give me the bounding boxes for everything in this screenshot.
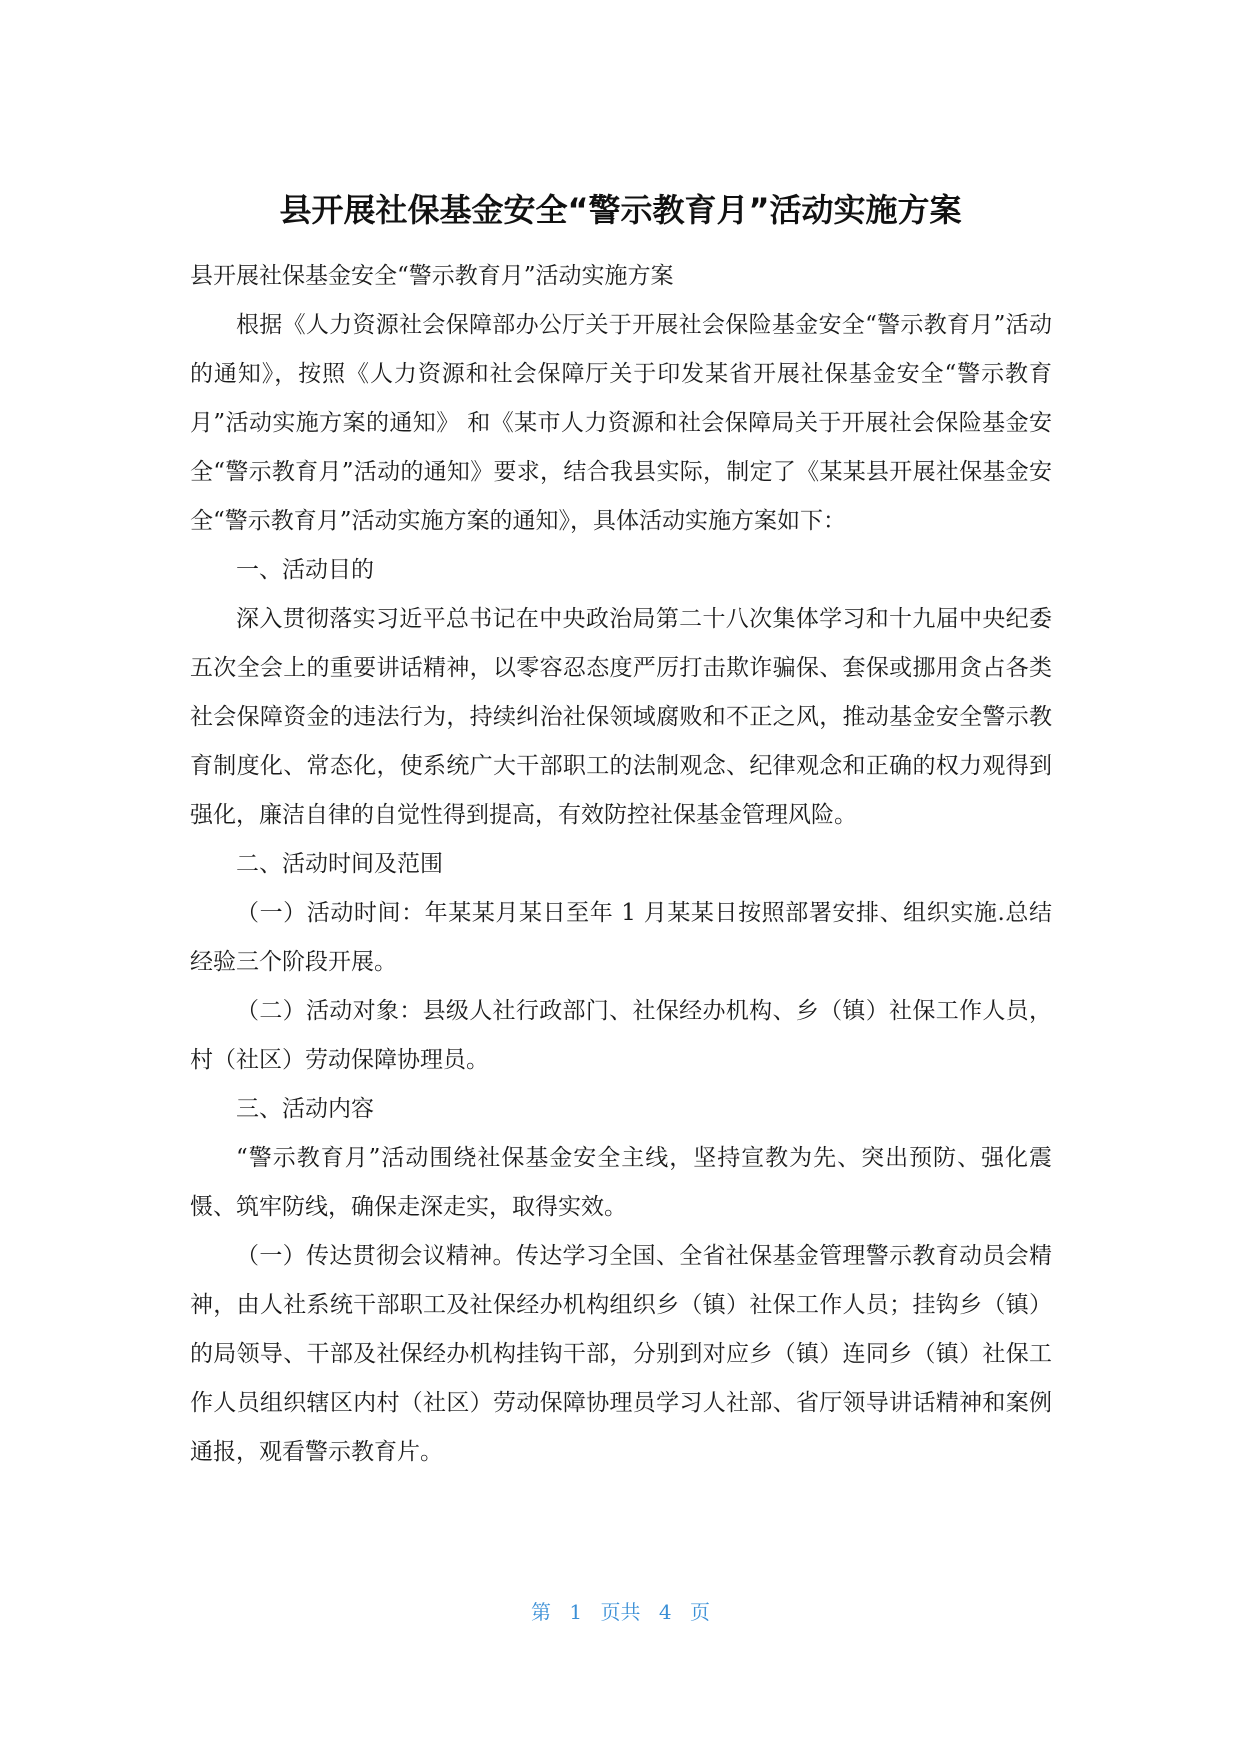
document-body (190, 252, 1052, 1477)
document-title: 县开展社保基金安全“警示教育月”活动实施方案 (279, 191, 962, 229)
page-label-prefix: 第 (531, 1600, 552, 1624)
paragraph-activity-target: （二）活动对象：县级人社行政部门、社保经办机构、乡（镇）社保工作人员，村（社区）劳动保障协理员。 (190, 998, 1052, 1073)
paragraph-content-overview: “警示教育月”活动围绕社保基金安全主线，坚持宣教为先、突出预防、强化震慑、筑牢防线，确保走深走实，取得实效。 (190, 1145, 1052, 1220)
section-heading-purpose: 一、活动目的 (236, 557, 374, 583)
page-label-mid: 页共 (600, 1600, 641, 1624)
paragraph-purpose: 深入贯彻落实习近平总书记在中央政治局第二十八次集体学习和十九届中央纪委五次全会上的重要讲话精神，以零容忍态度严厉打击欺诈骗保、套保或挪用贪占各类社会保障资金的违法行为，持续纠治社保领域腐败和不正之风，推动基金安全警示教育制度化、常态化，使系统广大干部职工的法制观念、纪律观念和正确的权力观得到强化，廉洁自律的自觉性得到提高，有效防控社保基金管理风险。 (190, 606, 1052, 828)
page-label-suffix: 页 (689, 1600, 710, 1624)
section-heading-time-scope: 二、活动时间及范围 (236, 851, 443, 877)
total-pages-number: 4 (658, 1600, 672, 1624)
paragraph-intro: 根据《人力资源社会保障部办公厅关于开展社会保险基金安全“警示教育月”活动的通知》，按照《人力资源和社会保障厅关于印发某省开展社保基金安全“警示教育月”活动实施方案的通知》 和《某市人力资源和社会保障局关于开展社会保险基金安全“警示教育月”活动的通知》要求，结合我县实际，制定了《某某县开展社保基金安全“警示教育月”活动实施方案的通知》，具体活动实施方案如下： (190, 312, 1052, 534)
page-number-footer (0, 1598, 1241, 1626)
paragraph-meeting-spirit: （一）传达贯彻会议精神。传达学习全国、全省社保基金管理警示教育动员会精神，由人社系统干部职工及社保经办机构组织乡（镇）社保工作人员；挂钩乡（镇）的局领导、干部及社保经办机构挂钩干部，分别到对应乡（镇）连同乡（镇）社保工作人员组织辖区内村（社区）劳动保障协理员学习人社部、省厅领导讲话精神和案例通报，观看警示教育片。 (190, 1243, 1052, 1465)
paragraph-activity-time: （一）活动时间：年某某月某日至年 1 月某某日按照部署安排、组织实施.总结经验三个阶段开展。 (190, 900, 1052, 975)
current-page-number: 1 (569, 1600, 583, 1624)
section-heading-content: 三、活动内容 (236, 1096, 374, 1122)
document-subtitle: 县开展社保基金安全“警示教育月”活动实施方案 (190, 263, 674, 289)
